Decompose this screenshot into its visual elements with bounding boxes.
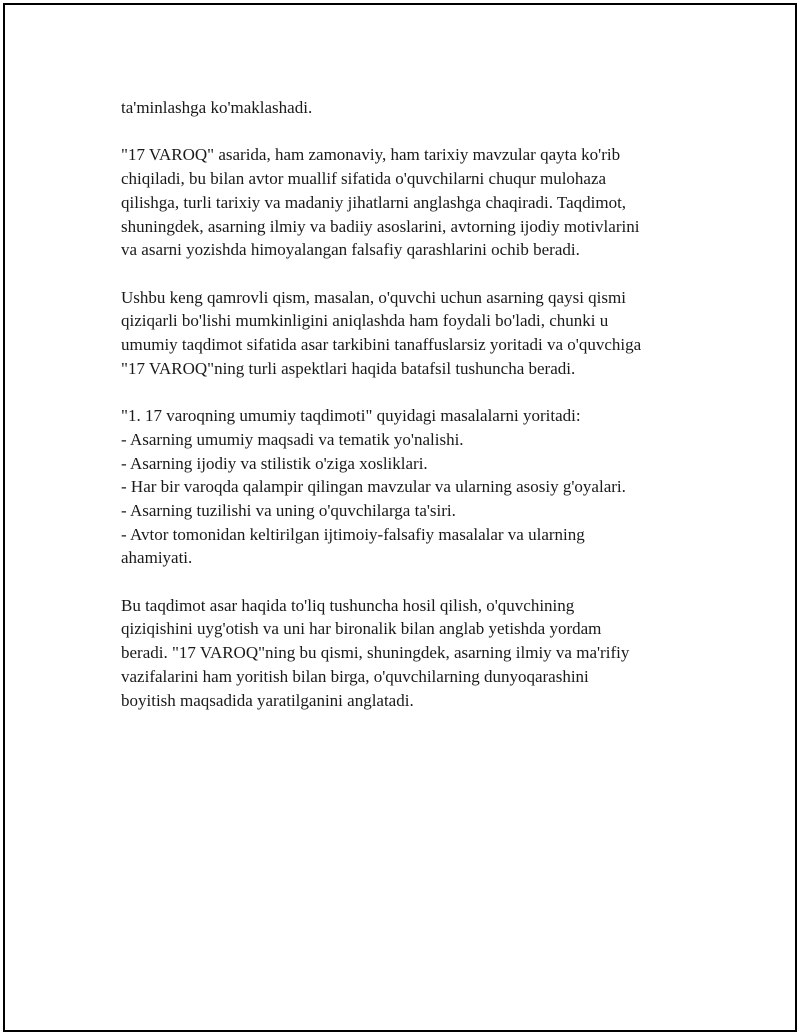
text-line: - Asarning tuzilishi va uning o'quvchilarga ta'siri. [121, 500, 456, 520]
text-line: qiziqishini uyg'otish va uni har bironalik bilan anglab yetishda yordam [121, 619, 602, 639]
text-line: - Har bir varoqda qalampir qilingan mavzular va ularning asosiy g'oyalari. [121, 477, 626, 497]
text-line: ta'minlashga ko'maklashadi. [121, 98, 313, 117]
paragraph [121, 594, 701, 713]
text-line: qilishga, turli tarixiy va madaniy jihatlarni anglashga chaqiradi. Taqdimot, [121, 192, 627, 212]
paragraph [121, 143, 701, 262]
paragraph [121, 96, 701, 120]
text-line: "17 VAROQ" asarida, ham zamonaviy, ham tarixiy mavzular qayta ko'rib [121, 145, 621, 165]
document-body [121, 96, 701, 736]
text-line: vazifalarini ham yoritish bilan birga, o'quvchilarning dunyoqarashini [121, 666, 589, 686]
text-line: chiqiladi, bu bilan avtor muallif sifatida o'quvchilarni chuqur mulohaza [121, 169, 607, 189]
text-line: umumiy taqdimot sifatida asar tarkibini tanaffuslarsiz yoritadi va o'quvchiga [121, 335, 642, 354]
page [3, 3, 797, 1032]
text-line: - Asarning umumiy maqsadi va tematik yo'nalishi. [121, 429, 464, 449]
text-line: shuningdek, asarning ilmiy va badiiy asoslarini, avtorning ijodiy motivlarini [121, 216, 640, 236]
paragraph [121, 286, 701, 381]
text-line: Bu taqdimot asar haqida to'liq tushuncha hosil qilish, o'quvchining [121, 595, 575, 615]
text-line: ahamiyati. [121, 548, 193, 568]
text-line: - Asarning ijodiy va stilistik o'ziga xosliklari. [121, 453, 428, 473]
text-line: Ushbu keng qamrovli qism, masalan, o'quvchi uchun asarning qaysi qismi [121, 287, 626, 307]
text-line: boyitish maqsadida yaratilganini anglatadi. [121, 690, 414, 710]
paragraph [121, 404, 701, 570]
text-line: beradi. "17 VAROQ"ning bu qismi, shuningdek, asarning ilmiy va ma'rifiy [121, 643, 630, 663]
text-line: - Avtor tomonidan keltirilgan ijtimoiy-falsafiy masalalar va ularning [121, 524, 585, 544]
text-line: "1. 17 varoqning umumiy taqdimoti" quyidagi masalalarni yoritadi: [121, 406, 581, 426]
text-line: qiziqarli bo'lishi mumkinligini aniqlashda ham foydali bo'ladi, chunki u [121, 311, 609, 331]
text-line: "17 VAROQ"ning turli aspektlari haqida batafsil tushuncha beradi. [121, 358, 576, 378]
text-line: va asarni yozishda himoyalangan falsafiy qarashlarini ochib beradi. [121, 240, 580, 260]
